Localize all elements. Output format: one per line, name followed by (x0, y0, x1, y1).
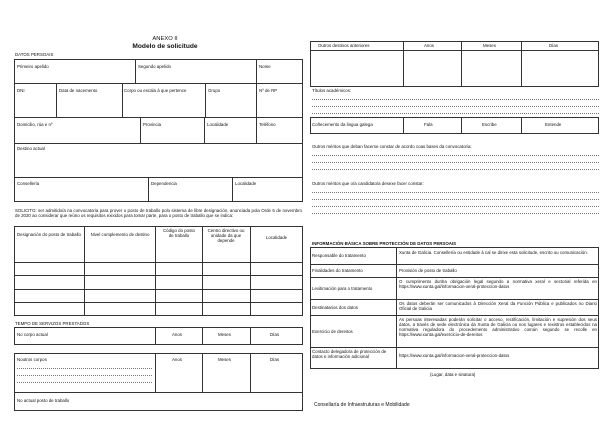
years-label-2: Anos (172, 357, 183, 362)
unit-field[interactable]: Dependencia (151, 181, 177, 186)
other-bodies-label: Noutros corpos (17, 357, 47, 362)
postings-years-label: Anos (424, 43, 435, 48)
personal-section-title: DATOS PERSOAIS (15, 52, 54, 57)
months-label: Meses (218, 332, 231, 337)
years-label: Anos (172, 332, 183, 337)
galician-understand: Entende (545, 122, 562, 127)
dp-value-rights: As persoas interesadas poderán solicitar o acceso, rectificación, limitación e supresión dos seus datos, a través de sede electrónica da Xunta de Galicia ou nos lugares e rexistros establecidos na normativa reguladora do procedemento administrativo común segundo se recolle en https://www.xunta.gal/exercicio-de-dereitos (399, 317, 597, 337)
galician-label: Coñecemento da lingua galega (312, 122, 373, 127)
name-field[interactable]: Nome (259, 64, 271, 69)
days-label: Días (270, 332, 280, 337)
data-protection-title: INFORMACIÓN BÁSICA SOBRE PROTECCIÓN DE DATOS PERSOAIS (312, 241, 457, 246)
dp-label-legitimation: Lexitimación para o tratamento (312, 286, 373, 291)
academic-label: Títulos académicos: (312, 88, 352, 93)
request-statement: SOLICITO: ser admitido/a na convocatoria para prover o posto de traballo polo sistema de libre designación, anunciada pola Orde 5 de novembro de 2020 ao considerar que reúno os requisitos exixidos para tomar parte, para o posto de traballo que se indica: (15, 208, 302, 218)
header-level: Nivel complemento de destino (90, 232, 150, 237)
header-locality: Localidade (265, 235, 288, 240)
dp-value-responsible: Xunta de Galicia. Consellería ou entidade á cal se dirixe esta solicitude, escrito ou comunicación. (399, 250, 588, 255)
months-label-2: Meses (218, 357, 231, 362)
dp-label-responsible: Responsable do tratamento (312, 253, 366, 258)
first-surname-field[interactable]: Primeiro apelido (17, 64, 49, 69)
dp-label-rights: Exercicio de dereitos (312, 329, 353, 334)
department-field[interactable]: Consellería (17, 181, 40, 186)
dp-value-legitimation: O cumprimento dunha obrigación legal segundo a normativa xeral e sectorial referida en https://www.xunta.gal/informacion-xeral-proteccion-datos (399, 279, 597, 289)
dp-value-purpose: Provisión de posto de traballo (399, 268, 457, 273)
days-label-2: Días (270, 357, 280, 362)
address-field[interactable]: Domicilio, rúa e nº (17, 122, 53, 127)
header-directive-center: Centro directivo ou unidade da que depende (207, 228, 245, 243)
signature-place-date: (Lugar, data e sinatura) (430, 372, 476, 377)
postings-days-label: Días (549, 43, 559, 48)
annex-label: ANEXO II (152, 36, 178, 42)
current-posting-field[interactable]: Destino actual (17, 146, 45, 151)
group-field[interactable]: Grupo (208, 88, 221, 93)
current-post-label: No actual posto de traballo (17, 398, 70, 403)
postings-months-label: Meses (483, 43, 496, 48)
nrp-field[interactable]: Nº de RP (259, 88, 278, 93)
locality-field[interactable]: Localidade (207, 122, 229, 127)
service-current-body-table (14, 327, 303, 345)
merits-label-2: Outros méritos que o/a candidato/a desexe facer constar: (312, 181, 424, 186)
locality2-field[interactable]: Localidade (235, 181, 257, 186)
other-postings-label: Outros destinos anteriores (318, 43, 370, 48)
current-body-label: No corpo actual (17, 332, 48, 337)
phone-field[interactable]: Teléfono (259, 122, 276, 127)
dp-label-contact: Contacto delegado/a de protección de datos e información adicional (312, 349, 387, 359)
body-scale-field[interactable]: Corpo ou escala á que pertence (124, 88, 187, 93)
dp-label-purpose: Finalidades do tratamento (312, 268, 363, 273)
province-field[interactable]: Provincia (143, 122, 162, 127)
dp-label-recipients: Destinatarios dos datos (312, 305, 358, 310)
header-post-code: Código do posto de traballo (163, 228, 195, 238)
page-title: Modelo de solicitude (132, 43, 198, 50)
birth-date-field[interactable]: Data de nacemento (59, 88, 98, 93)
dp-value-recipients: Os datos deberán ser comunicados á Dirección Xeral da Función Pública e publicados no Diario Oficial de Galicia (399, 301, 597, 311)
merits-label-1: Outros méritos que deban facerse constar de acordo coas bases da convocatoria: (312, 144, 472, 149)
header-post-designation: Designación do posto de traballo (17, 232, 81, 237)
galician-write: Escribe (482, 122, 497, 127)
dni-field[interactable]: DNI (17, 88, 25, 93)
galician-speak: Fala (424, 122, 433, 127)
second-surname-field[interactable]: Segundo apelido (138, 64, 171, 69)
addressee: Consellaría de Infraestruturas e Mobilidade (314, 402, 410, 408)
service-time-title: TEMPO DE SERVIZOS PRESTADOS (15, 321, 90, 326)
dp-value-contact: https://www.xunta.gal/informacion-xeral-proteccion-datos (399, 353, 510, 358)
